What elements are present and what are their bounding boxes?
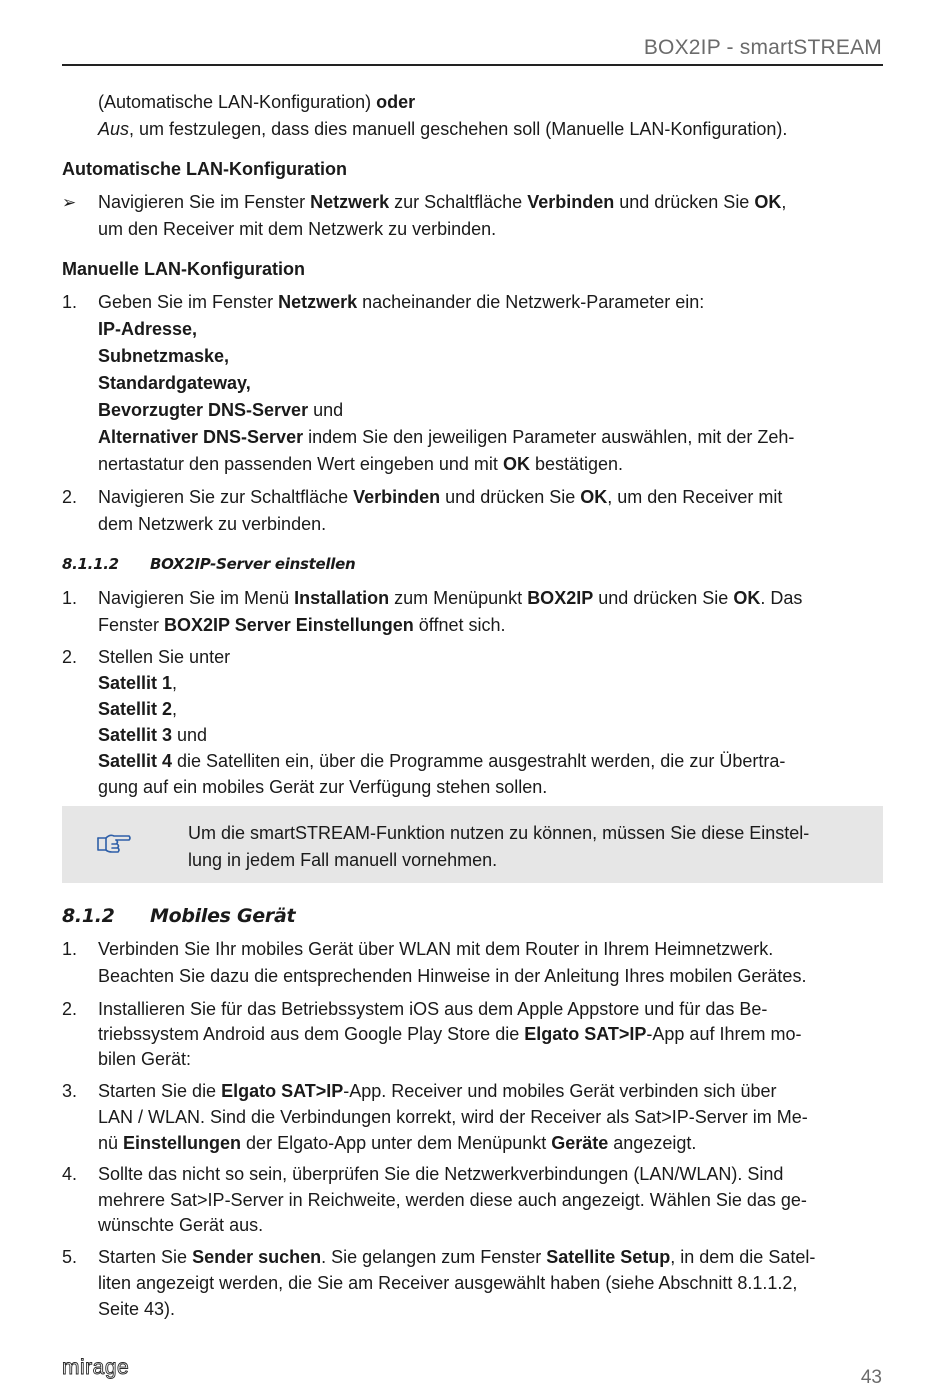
param-preferred-dns: Bevorzugter DNS-Server und xyxy=(98,400,344,420)
satellite-4: Satellit 4 die Satelliten ein, über die Programme ausgestrahlt werden, die zur Übertra- xyxy=(98,751,786,771)
intro-line-2 xyxy=(98,116,883,143)
mobile-step-3-line-1: Starten Sie die Elgato SAT>IP-App. Receiver und mobiles Gerät verbinden sich über xyxy=(98,1081,777,1101)
intro-italic: Aus xyxy=(98,119,130,139)
manual-step-1-line-7: nertastatur den passenden Wert eingeben und mit OK bestätigen. xyxy=(98,454,624,474)
mirage-logo xyxy=(62,1358,148,1382)
intro-text: (Automatische LAN-Konfiguration) xyxy=(98,92,377,112)
manual-step-2-line-2: dem Netzwerk zu verbinden. xyxy=(98,514,327,534)
svg-text:mirage: mirage xyxy=(62,1358,130,1379)
pointing-hand-icon xyxy=(96,832,132,854)
section-heading-8-1-2 xyxy=(62,903,295,930)
mobile-step-4-line-3: wünschte Gerät aus. xyxy=(98,1215,264,1235)
section-number: 8.1.1.2 xyxy=(62,555,119,573)
arrow-bullet-icon: ➢ xyxy=(62,193,77,212)
mobile-step-5-line-3: Seite 43). xyxy=(98,1299,176,1319)
satellite-1: Satellit 1, xyxy=(98,673,178,693)
note-line-1: Um die smartSTREAM-Funktion nutzen zu können, müssen Sie diese Einstel- xyxy=(188,823,810,843)
mobile-step-3-line-3: nü Einstellungen der Elgato-App unter dem Menüpunkt Geräte angezeigt. xyxy=(98,1133,697,1153)
mobile-step-2-line-3: bilen Gerät: xyxy=(98,1049,192,1069)
list-number: 2. xyxy=(62,999,78,1019)
intro-text: , um festzulegen, dass dies manuell geschehen soll (Manuelle LAN-Konfiguration). xyxy=(129,119,788,139)
mobile-step-5-line-2: liten angezeigt werden, die Sie am Receiver ausgewählt haben (siehe Abschnitt 8.1.1.2, xyxy=(98,1273,798,1293)
param-ip-address: IP-Adresse, xyxy=(98,319,198,339)
section-title: Mobiles Gerät xyxy=(150,905,296,927)
running-header: BOX2IP - smartSTREAM xyxy=(643,36,882,59)
manual-step-1-line-1: Geben Sie im Fenster Netzwerk nacheinander die Netzwerk-Parameter ein: xyxy=(98,292,705,312)
header-rule xyxy=(62,64,883,66)
auto-lan-line-2: um den Receiver mit dem Netzwerk zu verbinden. xyxy=(98,219,497,239)
mobile-step-1-line-1: Verbinden Sie Ihr mobiles Gerät über WLAN mit dem Router in Ihrem Heimnetzwerk. xyxy=(98,939,774,959)
intro-bold: oder xyxy=(376,92,416,112)
mobile-step-1-line-2: Beachten Sie dazu die entsprechenden Hinweise in der Anleitung Ihres mobilen Gerätes. xyxy=(98,966,807,986)
satellite-3: Satellit 3 und xyxy=(98,725,208,745)
list-number: 1. xyxy=(62,292,78,312)
box2ip-step-1-line-2: Fenster BOX2IP Server Einstellungen öffnet sich. xyxy=(98,615,506,635)
mobile-step-4-line-1: Sollte das nicht so sein, überprüfen Sie die Netzwerkverbindungen (LAN/WLAN). Sind xyxy=(98,1164,784,1184)
section-number: 8.1.2 xyxy=(62,905,115,927)
mobile-step-2-line-1: Installieren Sie für das Betriebssystem iOS aus dem Apple Appstore und für das Be- xyxy=(98,999,768,1019)
mobile-step-4-line-2: mehrere Sat>IP-Server in Reichweite, werden diese auch angezeigt. Wählen Sie das ge- xyxy=(98,1190,807,1210)
list-number: 2. xyxy=(62,647,78,667)
mobile-step-3-line-2: LAN / WLAN. Sind die Verbindungen korrekt, wird der Receiver als Sat>IP-Server im Me- xyxy=(98,1107,808,1127)
auto-lan-line-1: Navigieren Sie im Fenster Netzwerk zur Schaltfläche Verbinden und drücken Sie OK, xyxy=(98,192,787,212)
mobile-step-5-line-1: Starten Sie Sender suchen. Sie gelangen zum Fenster Satellite Setup, in dem die Satel- xyxy=(98,1247,816,1267)
heading-manual-lan: Manuelle LAN-Konfiguration xyxy=(62,259,305,279)
param-subnet-mask: Subnetzmaske, xyxy=(98,346,230,366)
page-number: 43 xyxy=(860,1367,882,1388)
list-number: 5. xyxy=(62,1247,78,1267)
heading-auto-lan: Automatische LAN-Konfiguration xyxy=(62,159,347,179)
note-text xyxy=(188,820,878,874)
list-number: 1. xyxy=(62,939,78,959)
box2ip-step-2-line-1: Stellen Sie unter xyxy=(98,647,231,667)
section-heading-8-1-1-2 xyxy=(62,551,355,578)
list-number: 3. xyxy=(62,1081,78,1101)
list-number: 4. xyxy=(62,1164,78,1184)
mobile-step-2-line-2: triebssystem Android aus dem Google Play Store die Elgato SAT>IP-App auf Ihrem mo- xyxy=(98,1024,802,1044)
manual-step-2-line-1: Navigieren Sie zur Schaltfläche Verbinden und drücken Sie OK, um den Receiver mit xyxy=(98,487,783,507)
satellite-2: Satellit 2, xyxy=(98,699,178,719)
param-alternative-dns: Alternativer DNS-Server indem Sie den jeweiligen Parameter auswählen, mit der Zeh- xyxy=(98,427,795,447)
note-line-2: lung in jedem Fall manuell vornehmen. xyxy=(188,850,498,870)
list-number: 1. xyxy=(62,588,78,608)
param-standard-gateway: Standardgateway, xyxy=(98,373,251,393)
section-title: BOX2IP-Server einstellen xyxy=(150,555,356,573)
box2ip-step-2-line-6: gung auf ein mobiles Gerät zur Verfügung stehen sollen. xyxy=(98,777,548,797)
list-number: 2. xyxy=(62,487,78,507)
box2ip-step-1-line-1: Navigieren Sie im Menü Installation zum Menüpunkt BOX2IP und drücken Sie OK. Das xyxy=(98,588,803,608)
intro-line-1 xyxy=(98,89,883,116)
